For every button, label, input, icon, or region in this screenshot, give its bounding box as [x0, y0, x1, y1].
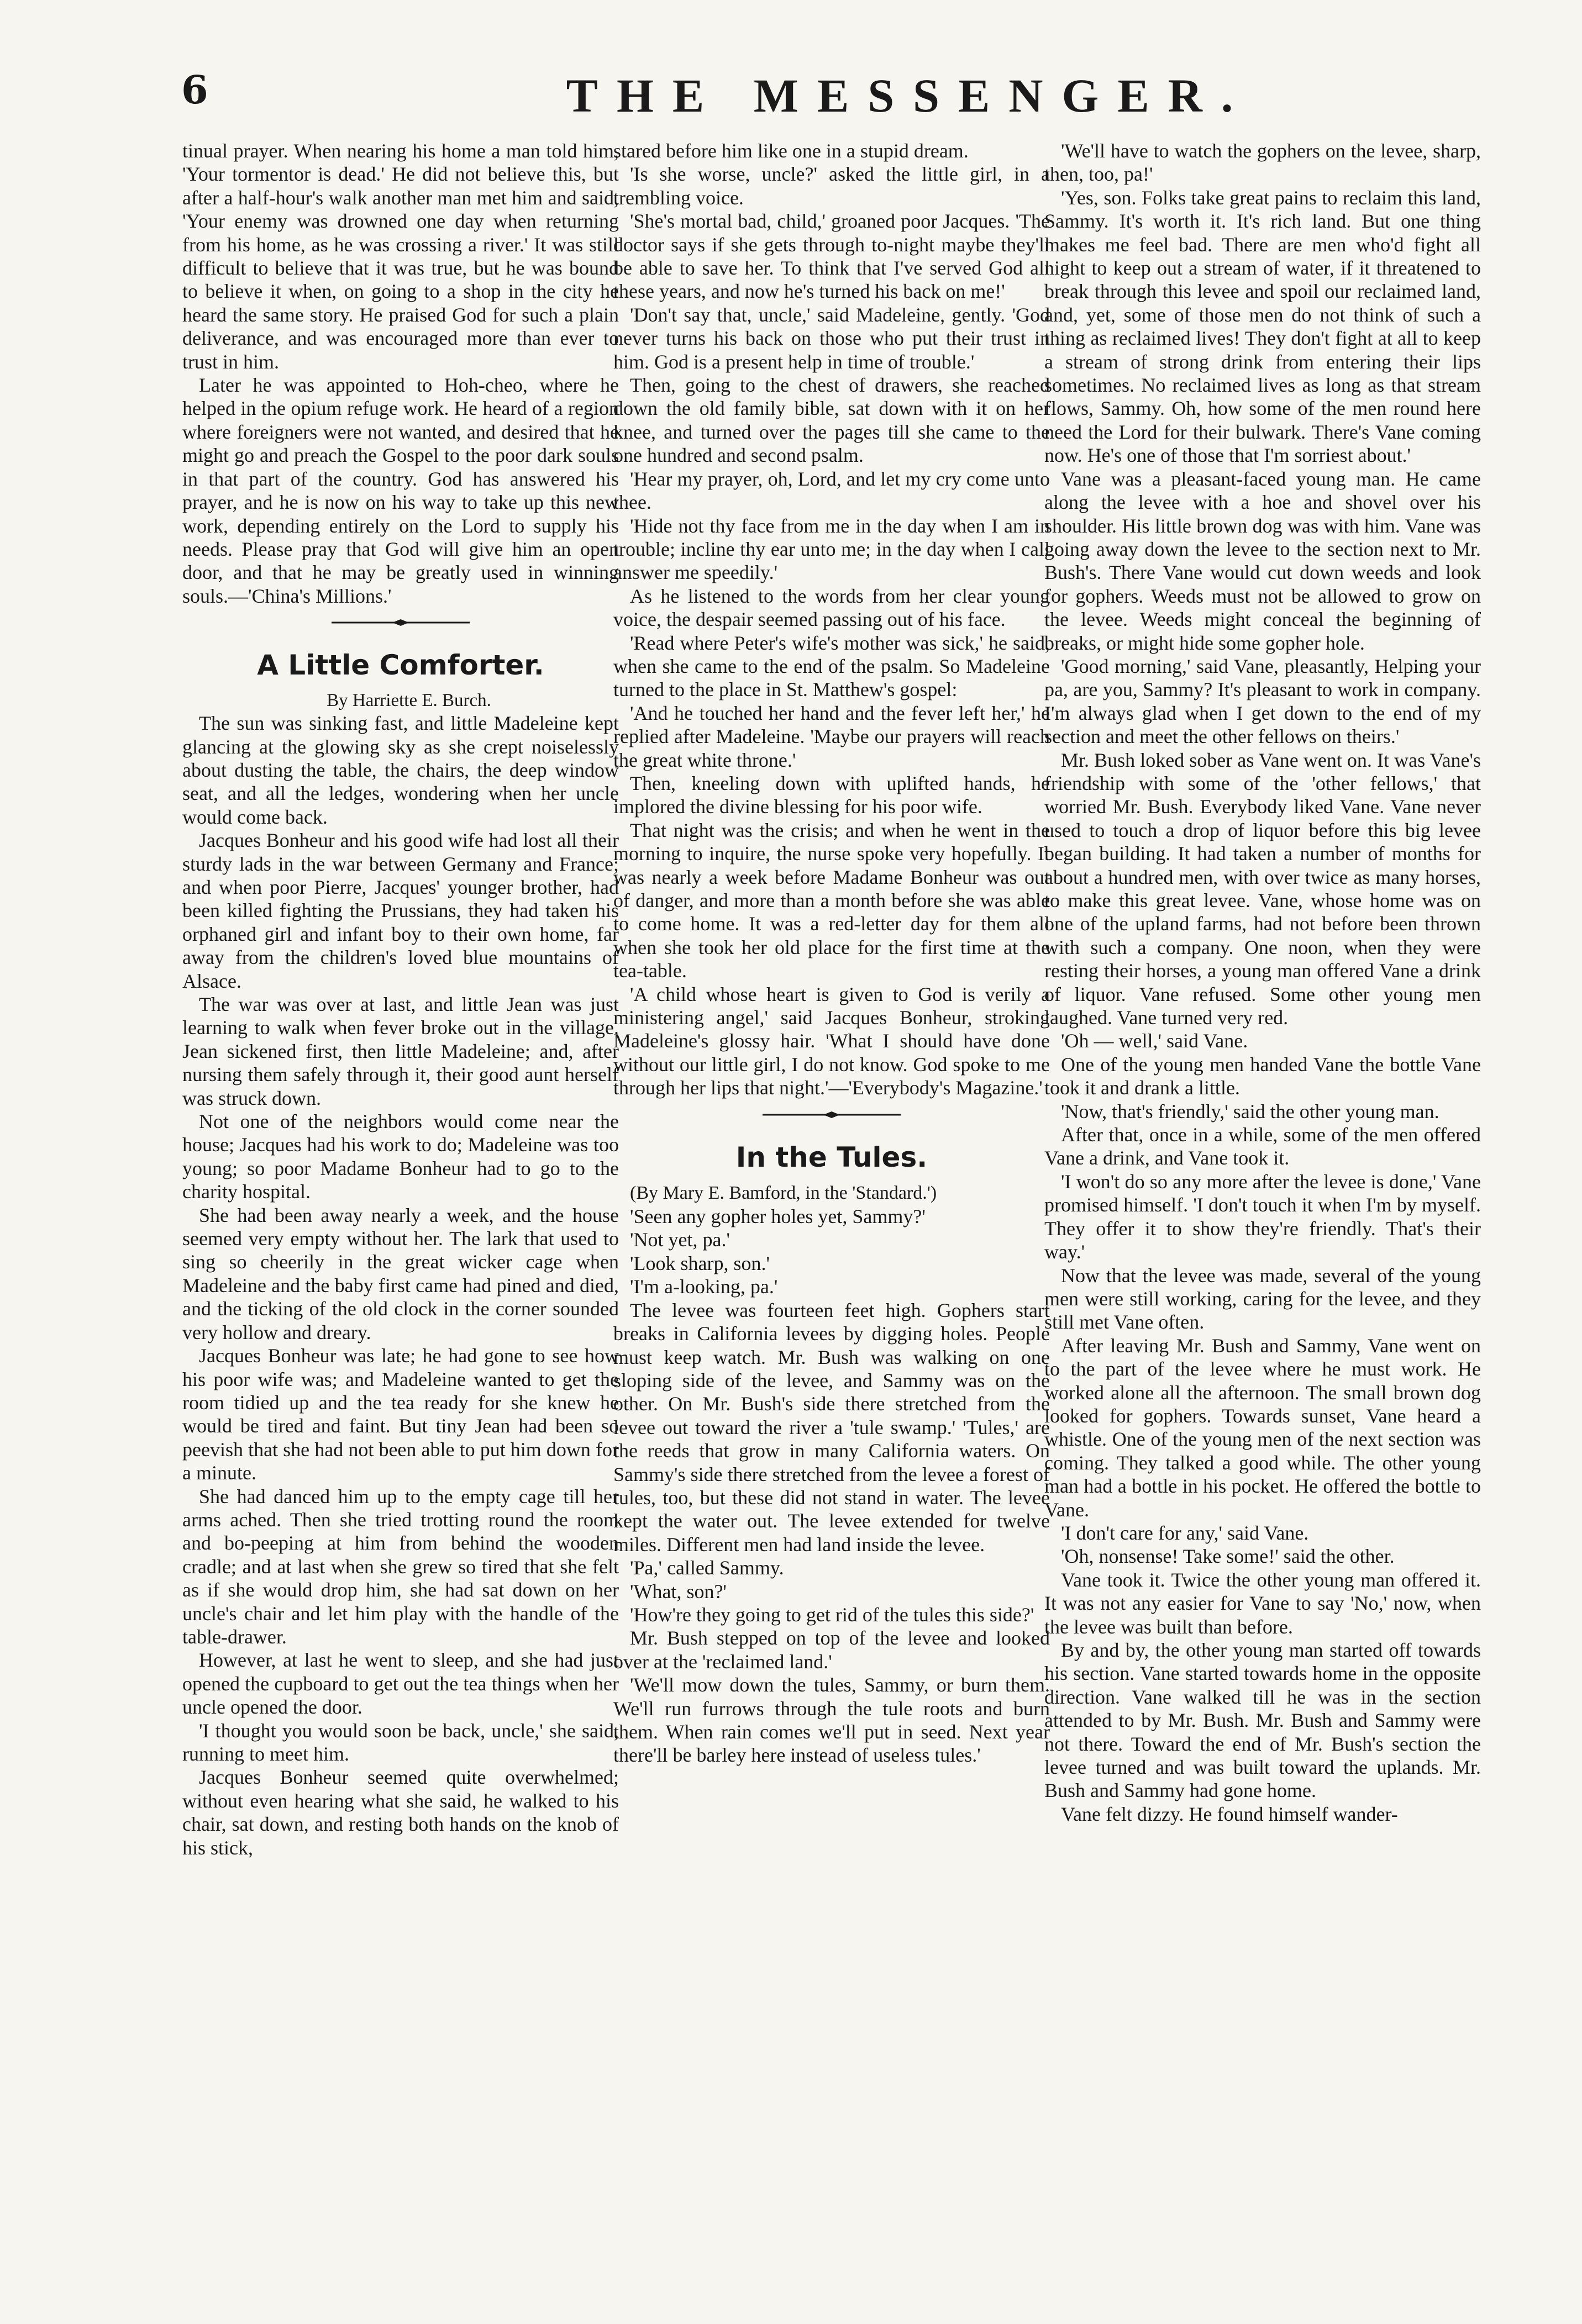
story-byline: By Harriette E. Burch. — [327, 691, 491, 711]
paragraph: 'Good morning,' said Vane, pleasantly, Helping your pa, are you, Sammy? It's pleasant to work in company. I'm always glad when I get down to the end of my section and meet the other fellows on theirs.' — [1044, 655, 1481, 748]
paragraph: The war was over at last, and little Jean was just learning to walk when fever broke out in the village. Jean sickened first, then little Madeleine; and, after nursing them safely through it, their good aunt herself was struck down. — [182, 993, 619, 1109]
paragraph: Vane took it. Twice the other young man offered it. It was not any easier for Vane to say 'No,' now, when the levee was built than before. — [1044, 1568, 1481, 1638]
story-body — [182, 712, 619, 1859]
paragraph: Jacques Bonheur was late; he had gone to see how his poor wife was; and Madeleine wanted to get the room tidied up and the tea ready for she knew he would be tired and faint. But tiny Jean had been so peevish that she had not been able to put him down for a minute. — [182, 1345, 619, 1484]
paragraph: 'We'll mow down the tules, Sammy, or burn them. We'll run furrows through the tule roots and burn them. When rain comes we'll put in seed. Next year there'll be barley here instead of useless tules.' — [613, 1674, 1050, 1767]
tules-byline: (By Mary E. Bamford, in the 'Standard.') — [630, 1182, 937, 1203]
paragraph: 'She's mortal bad, child,' groaned poor Jacques. 'The doctor says if she gets through to-night maybe they'll be able to save her. To think that I've served God all these years, and now he's turned his back on me!' — [613, 210, 1050, 303]
story-title: A Little Comforter. — [257, 649, 544, 682]
paragraph: 'Hide not thy face from me in the day when I am in trouble; incline thy ear unto me; in the day when I call answer me speedily.' — [613, 514, 1050, 584]
paragraph: Then, kneeling down with uplifted hands, he implored the divine blessing for his poor wife. — [613, 772, 1050, 818]
paragraph: One of the young men handed Vane the bottle Vane took it and drank a little. — [1044, 1053, 1481, 1099]
paragraph: Then, going to the chest of drawers, she reached down the old family bible, sat down with it on her knee, and turned over the pages till she came to the one hundred and second psalm. — [613, 374, 1050, 467]
paragraph: Later he was appointed to Hoh-cheo, where he helped in the opium refuge work. He heard of a region where foreigners were not wanted, and desired that he might go and preach the Gospel to the poor dark souls in that part of the country. God has answered his prayer, and he is now on his way to take up this new work, depending entirely on the Lord to supply his needs. Please pray that God will give him an open door, and that he may be greatly used in winning souls.—'China's Millions.' — [182, 374, 619, 607]
paragraph: 'Oh — well,' said Vane. — [1061, 1030, 1248, 1052]
paragraph: She had been away nearly a week, and the house seemed very empty without her. The lark that used to sing so cheerily in the great wicker cage when Madeleine and the baby first came had pined and died, and the ticking of the old clock in the corner sounded very hollow and dreary. — [182, 1204, 619, 1343]
tules-body — [613, 1205, 1050, 1767]
paragraph: 'Not yet, pa.' — [630, 1229, 730, 1251]
paragraph: 'What, son?' — [630, 1580, 727, 1603]
paragraph: 'Pa,' called Sammy. — [630, 1557, 784, 1579]
paragraph: stared before him like one in a stupid dream. — [613, 140, 969, 162]
paragraph: The sun was sinking fast, and little Madeleine kept glancing at the glowing sky as she crept noiselessly about dusting the table, the chairs, the deep window seat, and all the ledges, wondering when her uncle would come back. — [182, 712, 619, 828]
section-divider — [332, 619, 470, 626]
paragraph: Vane felt dizzy. He found himself wander- — [1061, 1803, 1398, 1825]
paragraph: 'I thought you would soon be back, uncle,' she said, running to meet him. — [182, 1719, 619, 1765]
paragraph: 'Is she worse, uncle?' asked the little girl, in a trembling voice. — [613, 163, 1050, 209]
paragraph: Mr. Bush stepped on top of the levee and looked over at the 'reclaimed land.' — [613, 1627, 1050, 1673]
paragraph: 'Hear my prayer, oh, Lord, and let my cry come unto thee. — [613, 467, 1050, 514]
paragraph: After leaving Mr. Bush and Sammy, Vane went on to the part of the levee where he must work. He worked alone all the afternoon. The small brown dog looked for gophers. Towards sunset, Vane heard a whistle. One of the young men of the next section was coming. They talked a good while. The other young man had a bottle in his pocket. He offered the bottle to Vane. — [1044, 1334, 1481, 1521]
paragraph: Jacques Bonheur and his good wife had lost all their sturdy lads in the war between Germany and France; and when poor Pierre, Jacques' younger brother, had been killed fighting the Prussians, they had taken his orphaned girl and infant boy to their own home, far away from the children's loved blue mountains of Alsace. — [182, 829, 619, 992]
article-continuation — [182, 139, 619, 608]
tules-title: In the Tules. — [735, 1141, 928, 1173]
column-2 — [613, 139, 1050, 2283]
paragraph: Now that the levee was made, several of the young men were still working, caring for the levee, and they still met Vane often. — [1044, 1264, 1481, 1334]
section-divider — [763, 1111, 901, 1119]
paragraph: 'I'm a-looking, pa.' — [630, 1276, 778, 1298]
paragraph: After that, once in a while, some of the men offered Vane a drink, and Vane took it. — [1044, 1124, 1481, 1169]
page-number: 6 — [181, 67, 208, 113]
paragraph: 'Now, that's friendly,' said the other young man. — [1061, 1100, 1439, 1123]
paragraph: Mr. Bush loked sober as Vane went on. It was Vane's friendship with some of the 'other fellows,' that worried Mr. Bush. Everybody liked Vane. Vane never used to touch a drop of liquor before this big levee began building. It had taken a number of months for about a hundred men, with over twice as many horses, to make this great levee. Vane, whose home was on one of the upland farms, had not before been thrown with such a company. One noon, when they were resting their horses, a young man offered Vane a drink of liquor. Vane refused. Some other young men laughed. Vane turned very red. — [1044, 749, 1481, 1029]
story-body-continued — [613, 139, 1050, 1100]
column-3 — [1044, 139, 1481, 2283]
paragraph: 'Read where Peter's wife's mother was sick,' he said, when she came to the end of the psalm. So Madeleine turned to the place in St. Matthew's gospel: — [613, 631, 1050, 701]
paragraph: However, at last he went to sleep, and she had just opened the cupboard to get out the tea things when her uncle opened the door. — [182, 1649, 619, 1719]
paragraph: 'Yes, son. Folks take great pains to reclaim this land, Sammy. It's worth it. It's rich land. But one thing makes me feel bad. There are men who'd fight all night to keep out a stream of water, if it threatened to break through this levee and spoil our reclaimed land, and, yet, some of those men do not think of such a thing as reclaimed lives! They don't fight at all to keep a stream of strong drink from entering their lips sometimes. No reclaimed lives as long as that stream flows, Sammy. Oh, how some of the men round here need the Lord for their bulwark. There's Vane coming now. He's one of those that I'm sorriest about.' — [1044, 186, 1481, 467]
paragraph: 'Don't say that, uncle,' said Madeleine, gently. 'God never turns his back on those who put their trust in him. God is a present help in time of trouble.' — [613, 303, 1050, 373]
paragraph: That night was the crisis; and when he went in the morning to inquire, the nurse spoke very hopefully. It was nearly a week before Madame Bonheur was out of danger, and more than a month before she was able to come home. It was a red-letter day for them all when she took her old place for the first time at the tea-table. — [613, 819, 1050, 982]
paragraph: 'Look sharp, son.' — [630, 1252, 770, 1274]
paragraph: The levee was fourteen feet high. Gophers start breaks in California levees by digging holes. People must keep watch. Mr. Bush was walking on one sloping side of the levee, and Sammy was on the other. On Mr. Bush's side there stretched from the levee out toward the river a 'tule swamp.' 'Tules,' are the reeds that grow in many California waters. On Sammy's side there stretched from the levee a forest of tules, too, but these did not stand in water. The levee kept the water out. The levee extended for twelve miles. Different men had land inside the levee. — [613, 1299, 1050, 1556]
paragraph: tinual prayer. When nearing his home a man told him, 'Your tormentor is dead.' He did not believe this, but after a half-hour's walk another man met him and said, 'Your enemy was drowned one day when returning from his home, as he was crossing a river.' It was still difficult to believe that it was true, but he was bound to believe it when, on going to a shop in the city he heard the same story. He praised God for such a plain deliverance, and was encouraged more than ever to trust in him. — [182, 140, 619, 373]
paragraph: 'How're they going to get rid of the tules this side?' — [630, 1603, 1034, 1626]
paragraph: Not one of the neighbors would come near the house; Jacques had his work to do; Madeleine was too young; so poor Madame Bonheur had to go to the charity hospital. — [182, 1110, 619, 1203]
paragraph: Jacques Bonheur seemed quite overwhelmed; without even hearing what she said, he walked to his chair, sat down, and resting both hands on the knob of his stick, — [182, 1766, 619, 1859]
paragraph: 'Oh, nonsense! Take some!' said the other. — [1061, 1545, 1395, 1568]
paragraph: 'I won't do so any more after the levee is done,' Vane promised himself. 'I don't touch it when I'm by myself. They offer it to show they're friendly. That's their way.' — [1044, 1170, 1481, 1263]
paragraph: 'We'll have to watch the gophers on the levee, sharp, then, too, pa!' — [1044, 140, 1481, 186]
paragraph: Vane was a pleasant-faced young man. He came along the levee with a hoe and shovel over his shoulder. His little brown dog was with him. Vane was going away down the levee to the section next to Mr. Bush's. There Vane would cut down weeds and look for gophers. Weeds must not be allowed to grow on the levee. Weeds might conceal the beginning of breaks, or might hide some gopher hole. — [1044, 467, 1481, 654]
paragraph: By and by, the other young man started off towards his section. Vane started towards home in the opposite direction. Vane walked till he was in the section attended to by Mr. Bush. Mr. Bush and Sammy were not there. Toward the end of Mr. Bush's section the levee turned and was built toward the uplands. Mr. Bush and Sammy had gone home. — [1044, 1639, 1481, 1802]
paragraph: She had danced him up to the empty cage till her arms ached. Then she tried trotting round the room and bo-peeping at him from behind the wooden cradle; and at last when she grew so tired that she felt as if she would drop him, she had sat down on her uncle's chair and let him play with the handle of the table-drawer. — [182, 1485, 619, 1648]
paragraph: 'And he touched her hand and the fever left her,' he replied after Madeleine. 'Maybe our prayers will reach the great white throne.' — [613, 702, 1050, 771]
paragraph: 'A child whose heart is given to God is verily a ministering angel,' said Jacques Bonheur, stroking Madeleine's glossy hair. 'What I should have done without our little girl, I do not know. God spoke to me through her lips that night.'—'Everybody's Magazine.' — [613, 983, 1050, 1099]
paragraph: 'Seen any gopher holes yet, Sammy?' — [630, 1205, 926, 1228]
paragraph: 'I don't care for any,' said Vane. — [1061, 1521, 1309, 1544]
masthead-title: THE MESSENGER. — [566, 69, 1252, 122]
paragraph: As he listened to the words from her clear young voice, the despair seemed passing out of his face. — [613, 584, 1050, 631]
tules-body-continued — [1044, 139, 1481, 1826]
column-1 — [182, 139, 619, 2283]
